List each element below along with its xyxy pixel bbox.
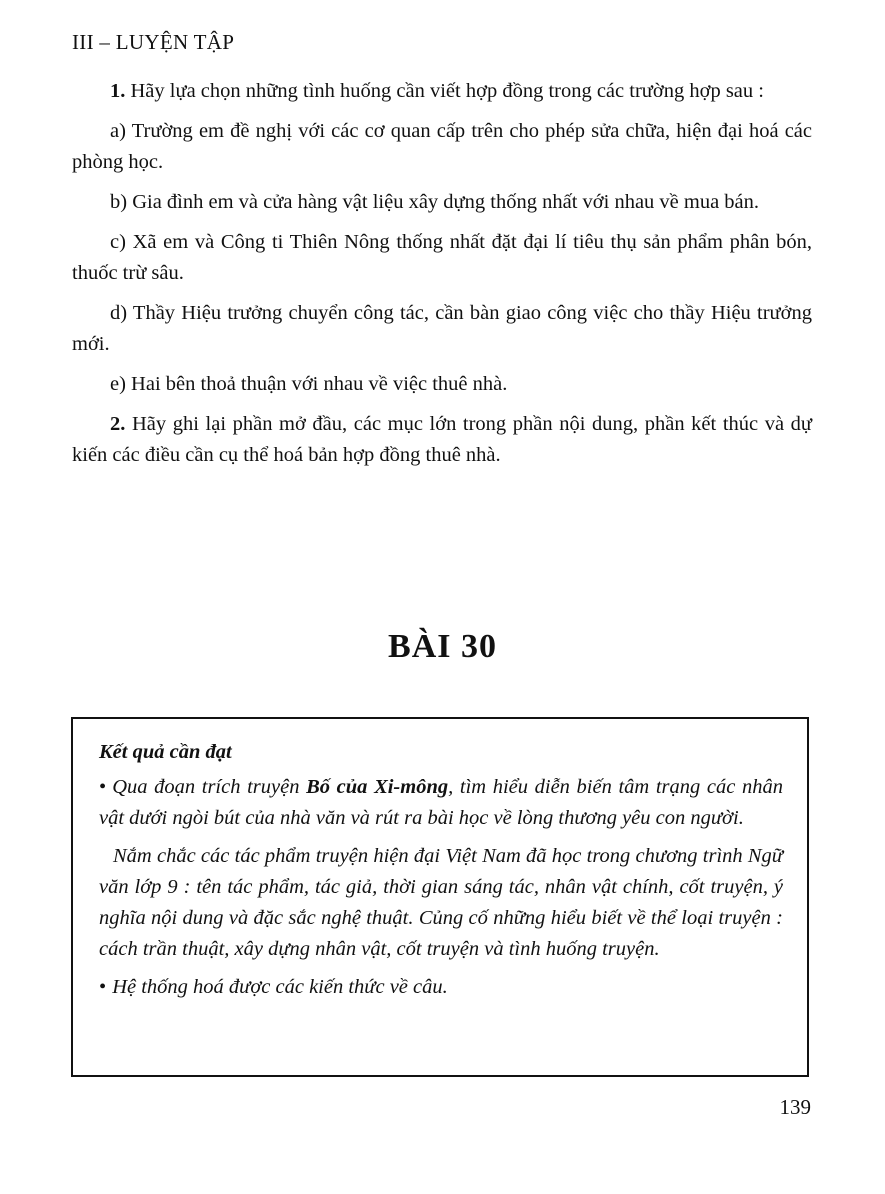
bullet-icon: • — [99, 976, 107, 998]
lesson-title: BÀI 30 — [388, 628, 497, 665]
exercise-1-text: Hãy lựa chọn những tình huống cần viết hợp đồng trong các trường hợp sau : — [130, 80, 764, 102]
objective-item-3 — [99, 972, 783, 1003]
exercise-2-number: 2. — [110, 413, 126, 435]
exercise-1-item-d: d) Thầy Hiệu trưởng chuyển công tác, cần bàn giao công việc cho thầy Hiệu trưởng mới. — [72, 302, 812, 355]
exercise-2-prompt — [72, 409, 812, 471]
exercise-1-item-e: e) Hai bên thoả thuận với nhau về việc thuê nhà. — [110, 373, 508, 395]
objective-item-1-before: Qua đoạn trích truyện — [112, 776, 307, 798]
objectives-box — [71, 717, 809, 1077]
objective-item-1 — [99, 772, 783, 834]
exercise-2-text: Hãy ghi lại phần mở đầu, các mục lớn trong phần nội dung, phần kết thúc và dự kiến các điều cần cụ thể hoá bản hợp đồng thuê nhà. — [72, 413, 813, 466]
exercise-1-item-c: c) Xã em và Công ti Thiên Nông thống nhất đặt đại lí tiêu thụ sản phẩm phân bón, thuốc trừ sâu. — [72, 231, 812, 284]
exercise-1-prompt — [72, 76, 812, 107]
exercise-1-item-a: a) Trường em đề nghị với các cơ quan cấp trên cho phép sửa chữa, hiện đại hoá các phòng học. — [72, 120, 812, 173]
objectives-title: Kết quả cần đạt — [99, 741, 232, 763]
exercise-1-item-b: b) Gia đình em và cửa hàng vật liệu xây dựng thống nhất với nhau về mua bán. — [110, 191, 760, 213]
exercise-block — [72, 76, 812, 480]
objective-item-3-text: Hệ thống hoá được các kiến thức về câu. — [112, 976, 448, 998]
objective-item-2: Nắm chắc các tác phẩm truyện hiện đại Việt Nam đã học trong chương trình Ngữ văn lớp 9 : tên tác phẩm, tác giả, thời gian sáng tác, nhân vật chính, cốt truyện, ý nghĩa nội dung và đặc sắc nghệ thuật. Củng cố những hiểu biết về thể loại truyện : cách trần thuật, xây dựng nhân vật, cốt truyện và tình huống truyện. — [99, 845, 783, 960]
page-number: 139 — [779, 1095, 811, 1119]
section-heading: III – LUYỆN TẬP — [72, 30, 235, 54]
objective-item-1-after: , tìm hiểu diễn biến tâm trạng các nhân vật dưới ngòi bút của nhà văn và rút ra bài học về lòng thương yêu con người. — [99, 776, 783, 829]
exercise-1-number: 1. — [110, 80, 126, 102]
objective-work-title: Bố của Xi-mông — [306, 776, 449, 798]
bullet-icon: • — [99, 776, 107, 798]
